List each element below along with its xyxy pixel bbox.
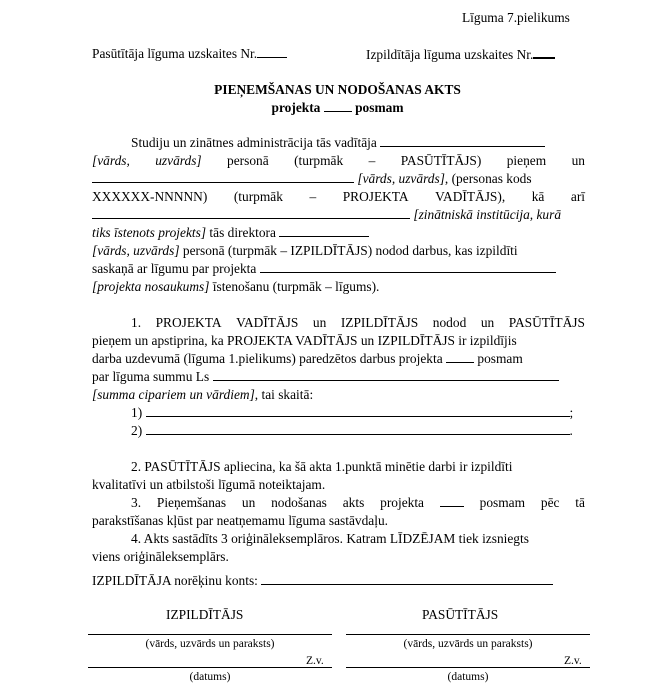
item-2-blank[interactable]: [146, 422, 570, 435]
intro-line-4: XXXXXX-NNNNN) (turpmāk – PROJEKTA VADĪTĀJS), kā arī: [92, 189, 585, 204]
p3-stage-blank[interactable]: [440, 494, 464, 507]
client-party-label: PASŪTĪTĀJS: [422, 607, 499, 622]
p3-line-2: parakstīšanas kļūst par neatņemamu līguma sastāvdaļu.: [92, 513, 388, 528]
admin-head-blank[interactable]: [380, 134, 545, 147]
intro-line-9: [projekta nosaukums] īstenošanu (turpmāk – līgums).: [92, 279, 380, 294]
account-line: IZPILDĪTĀJA norēķinu konts:: [92, 572, 553, 590]
intro-line-1: Studiju un zinātnes administrācija tās vadītāja: [131, 134, 545, 152]
p3-line-1: 3. Pieņemšanas un nodošanas akts projekta posmam pēc tā: [131, 495, 585, 510]
institution-blank[interactable]: [92, 206, 410, 219]
document-title: PIEŅEMŠANAS UN NODOŠANAS AKTS: [214, 82, 461, 97]
p1-line-2: pieņem un apstiprina, ka PROJEKTA VADĪTĀJS un IZPILDĪTĀJS ir izpildījis: [92, 333, 517, 348]
subtitle-project: projekta: [271, 100, 321, 115]
document-subtitle: [0, 99, 645, 117]
p1-item-2: 2) .: [131, 423, 573, 438]
p4-line-2: viens oriģināleksemplārs.: [92, 549, 229, 564]
client-date-caption: (datums): [447, 671, 489, 683]
p1-line-5: [summa cipariem un vārdiem], tai skaitā:: [92, 387, 314, 402]
account-number-blank[interactable]: [261, 572, 553, 585]
p1-line-1: 1. PROJEKTA VADĪTĀJS un IZPILDĪTĀJS nodod un PASŪTĪTĀJS: [131, 315, 585, 330]
p1-line-4: par līguma summu Ls: [92, 368, 559, 386]
intro-line-6: tiks īstenots projekts] tās direktora: [92, 224, 369, 242]
client-registration: [92, 45, 287, 63]
p1-item-1: 1) ;: [131, 405, 574, 420]
intro-line-2: [vārds, uzvārds] personā (turpmāk – PASŪTĪTĀJS) pieņem un: [92, 153, 585, 168]
intro-line-3: [vārds, uzvārds], (personas kods: [92, 170, 532, 188]
stage-number-blank[interactable]: [324, 99, 352, 112]
contractor-sign-caption: (vārds, uzvārds un paraksts): [145, 638, 275, 650]
contractor-party-label: IZPILDĪTĀJS: [166, 607, 244, 622]
contract-sum-blank[interactable]: [213, 368, 559, 381]
contractor-registration-blank[interactable]: [533, 45, 555, 59]
p2-line-1: 2. PASŪTĪTĀJS apliecina, ka šā akta 1.punktā minētie darbi ir izpildīti: [131, 459, 513, 474]
annex-label: Līguma 7.pielikums: [462, 10, 570, 25]
p2-line-2: kvalitatīvi un atbilstoši līgumā noteiktajam.: [92, 477, 326, 492]
p4-line-1: 4. Akts sastādīts 3 oriģināleksemplāros. Katram LĪDZĒJAM tiek izsniegts: [131, 531, 529, 546]
intro-line-5: [zinātniskā institūcija, kurā: [92, 206, 561, 224]
client-registration-blank[interactable]: [257, 45, 287, 58]
project-leader-blank[interactable]: [92, 170, 354, 183]
client-seal-label: Z.v.: [564, 655, 582, 667]
project-name-blank[interactable]: [260, 260, 556, 273]
p1-stage-blank[interactable]: [446, 350, 474, 363]
intro-line-7: [vārds, uzvārds] personā (turpmāk – IZPILDĪTĀJS) nodod darbus, kas izpildīti: [92, 243, 518, 258]
p1-line-3: darba uzdevumā (līguma 1.pielikums) paredzētos darbus projekta posmam: [92, 351, 523, 366]
director-blank[interactable]: [279, 224, 369, 237]
item-1-blank[interactable]: [146, 404, 570, 417]
intro-line-8: saskaņā ar līgumu par projekta: [92, 260, 556, 278]
client-registration-label: Pasūtītāja līguma uzskaites Nr.: [92, 46, 258, 61]
subtitle-stage: posmam: [355, 100, 404, 115]
client-sign-caption: (vārds, uzvārds un paraksts): [403, 638, 533, 650]
contractor-date-caption: (datums): [189, 671, 231, 683]
contractor-registration-label: Izpildītāja līguma uzskaites Nr.: [366, 47, 534, 62]
contractor-seal-label: Z.v.: [306, 655, 324, 667]
contractor-registration: [366, 45, 555, 64]
